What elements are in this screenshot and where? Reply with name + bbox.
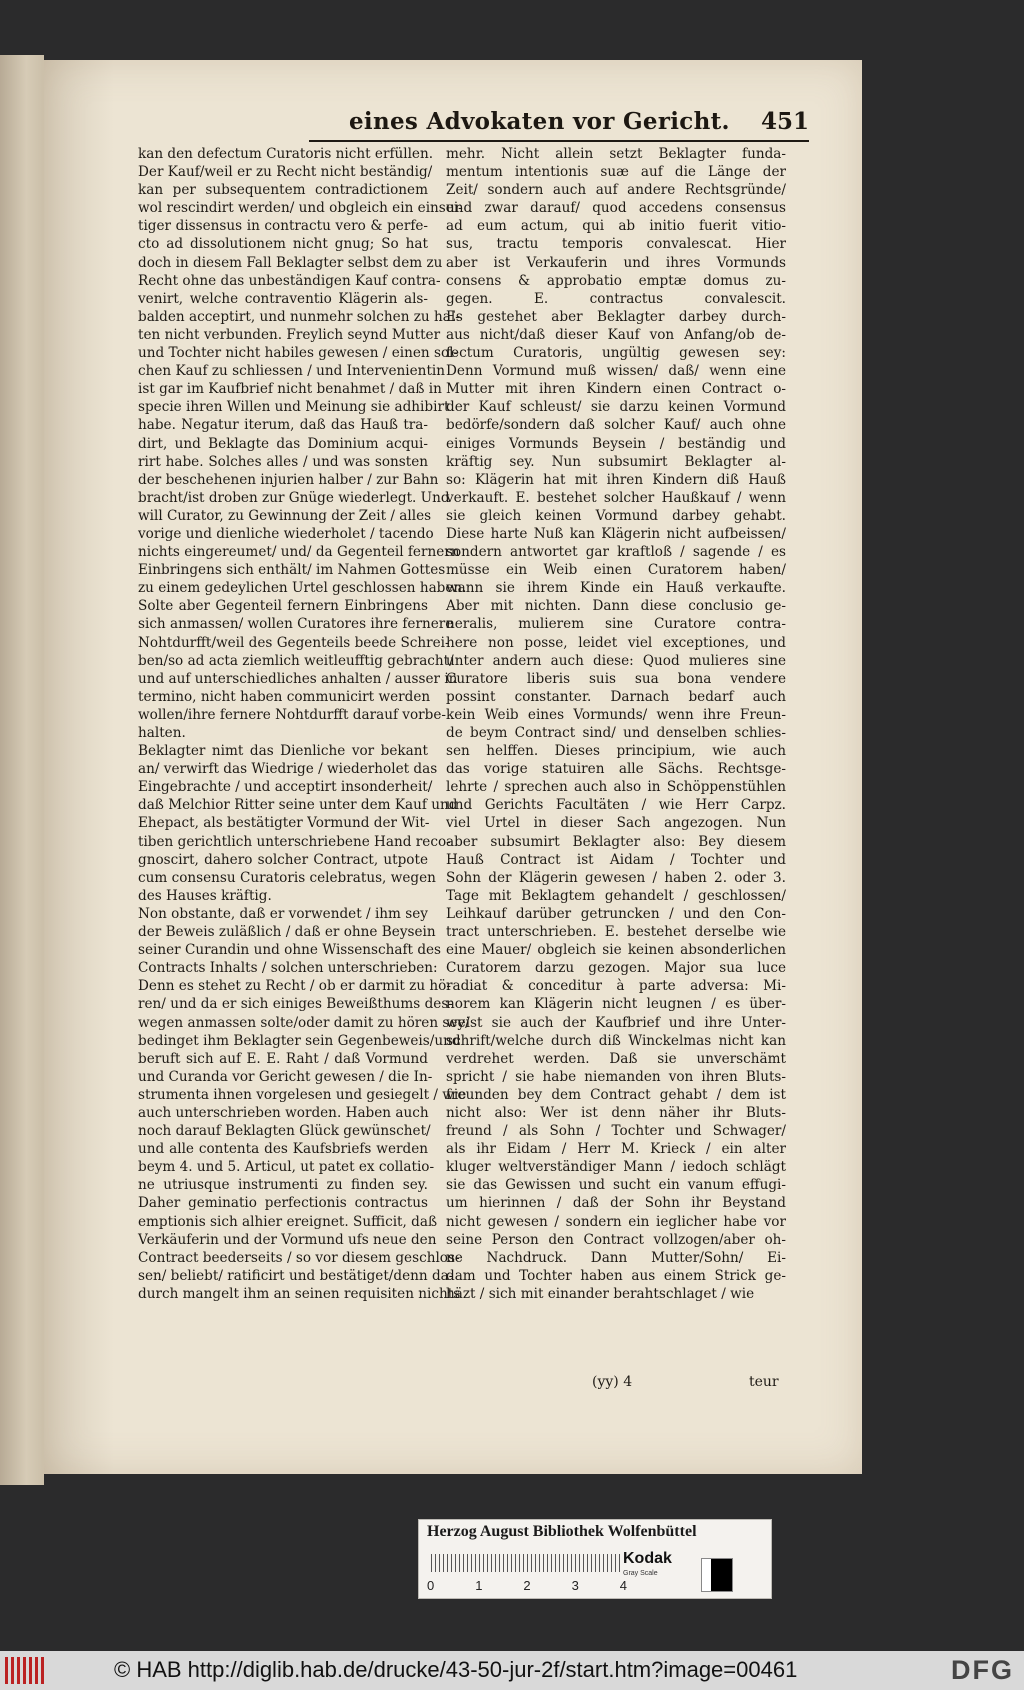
text-line: wol rescindirt werden/ und obgleich ein einsei- [138, 200, 463, 217]
text-line: nicht gewesen / sondern ein ieglicher habe vor [446, 1213, 786, 1230]
text-line: der beschehenen injurien halber / zur Bahn [138, 471, 439, 488]
text-line: noch darauf Beklagten Glück gewünschet/ [138, 1123, 431, 1140]
text-line: wann sie ihrem Kinde ein Hauß verkaufte. [446, 580, 786, 597]
text-line: Eingebrachte / und acceptirt insonderheit/ [138, 779, 433, 796]
ruler-digit: 1 [475, 1578, 483, 1593]
text-column-right [446, 145, 786, 1303]
text-line: Denn Vormund muß wissen/ daß/ wenn eine [446, 363, 786, 380]
text-line: und Gerichts Facultäten / wie Herr Carpz. [446, 797, 786, 814]
text-line: specie ihren Willen und Meinung sie adhibirt [138, 399, 450, 416]
text-line: um hierinnen / daß der Sohn ihr Beystand [446, 1195, 786, 1212]
copyright-link[interactable]: © HAB http://diglib.hab.de/drucke/43-50-jur-2f/start.htm?image=00461 [114, 1657, 798, 1682]
text-line: viel Urtel in dieser Sach angezogen. Nun [446, 815, 786, 832]
text-line: daß Melchior Ritter seine unter dem Kauf und [138, 797, 458, 814]
text-line: Aber mit nichten. Dann diese conclusio ge- [446, 598, 786, 615]
text-line: nichts eingereumet/ und/ da Gegenteil fernern [138, 544, 460, 561]
text-line: possint constanter. Darnach bedarf auch [446, 688, 786, 705]
text-line: Recht ohne das unbeständigen Kauf contra- [138, 272, 441, 289]
text-line: spricht / sie habe niemanden von ihren Bluts- [446, 1068, 786, 1085]
text-line: fectum Curatoris, ungültig gewesen sey: [446, 345, 786, 362]
text-line: einiges Vormunds Beysein / beständig und [446, 435, 786, 452]
text-line: verdrehet werden. Daß sie unverschämt [446, 1050, 786, 1067]
text-line: beruft sich auf E. E. Raht / daß Vormund [138, 1050, 428, 1067]
text-line: ren/ und da er sich einiges Beweißthums des- [138, 996, 453, 1013]
text-line: aber subsumirt Beklagter also: Bey diesem [446, 833, 786, 850]
text-line: tiger dissensus in contractu vero & perfe- [138, 218, 428, 235]
text-line: und Tochter nicht habiles gewesen / einen sol- [138, 345, 459, 362]
text-line: sondern antwortet gar kraftloß / sagende / es [446, 544, 786, 561]
text-line: Es gestehet aber Beklagter darbey durch- [446, 308, 786, 325]
text-line: aber ist Verkauferin und ihres Vormunds [446, 254, 786, 271]
ruler-digit: 4 [619, 1578, 627, 1593]
hab-logo-icon [5, 1657, 45, 1684]
text-line: kein Weib eines Vormunds/ wenn ihre Freun- [446, 706, 786, 723]
text-line: an/ verwirft das Wiedrige / wiederholet das [138, 761, 438, 778]
text-line: schrift/welche durch diß Winckelmas nicht kan [446, 1032, 786, 1049]
text-line: Nohtdurfft/weil des Gegenteils beede Schrei- [138, 634, 450, 651]
running-head [309, 106, 809, 142]
text-line: Zeit/ sondern auch auf andere Rechtsgründe/ [446, 182, 786, 199]
text-line: unter andern auch diese: Quod mulieres sine [446, 652, 786, 669]
text-line: Diese harte Nuß kan Klägerin nicht aufbeissen/ [446, 525, 786, 542]
text-line: freunden bey dem Contract gehabt / dem ist [446, 1086, 786, 1103]
text-line: norem kan Klägerin nicht leugnen / es über- [446, 996, 786, 1013]
text-line: bracht/ist droben zur Gnüge wiederlegt. Und [138, 489, 450, 506]
text-line: sen helffen. Dieses principium, wie auch [446, 743, 786, 760]
text-line: eine Mauer/ obgleich sie keinen absonderlichen [446, 942, 786, 959]
text-line: dam und Tochter haben aus einem Strick ge- [446, 1267, 786, 1284]
text-line: sie das Gewissen und sucht ein vanum effugi- [446, 1177, 786, 1194]
text-line: dirt, und Beklagte das Dominium acqui- [138, 435, 428, 452]
text-line: vorige und dienliche wiederholet / tacendo [138, 525, 434, 542]
text-line: Der Kauf/weil er zu Recht nicht beständig/ [138, 164, 433, 181]
text-line: ne Nachdruck. Dann Mutter/Sohn/ Ei- [446, 1249, 786, 1266]
text-line: venirt, welche contraventio Klägerin als- [138, 290, 428, 307]
archive-color-card [418, 1519, 772, 1599]
text-line: sen/ beliebt/ ratificirt und bestätiget/denn da- [138, 1267, 454, 1284]
text-line: gegen. E. contractus convalescit. [446, 290, 786, 307]
text-line: müsse ein Weib einen Curatorem haben/ [446, 562, 786, 579]
text-line: durch mangelt ihm an seinen requisiten nichts [138, 1285, 461, 1302]
text-line: kluger weltverständiger Mann / iedoch schlägt [446, 1159, 786, 1176]
text-line: wegen anmassen solte/oder damit zu hören sey/ [138, 1014, 470, 1031]
text-line: tract unterschrieben. E. bestehet derselbe wie [446, 924, 786, 941]
text-line: ne utriusque instrumenti zu finden sey. [138, 1177, 428, 1194]
text-line: chen Kauf zu schliessen / und Intervenientin [138, 363, 446, 380]
book-page [44, 60, 862, 1474]
text-line: auch unterschrieben worden. Haben auch [138, 1104, 429, 1121]
text-line: zu einem gedeylichen Urtel geschlossen haben. [138, 580, 467, 597]
text-line: Sohn der Klägerin gewesen / haben 2. oder 3. [446, 869, 786, 886]
text-line: cum consensu Curatoris celebratus, wegen [138, 869, 436, 886]
text-line: mehr. Nicht allein setzt Beklagter funda- [446, 146, 786, 162]
text-line: Einbringens sich enthält/ im Nahmen Gottes [138, 562, 446, 579]
text-line: termino, nicht haben communicirt werden [138, 688, 431, 705]
text-line: weist sie auch der Kaufbrief und ihre Unter- [446, 1014, 786, 1031]
text-line: so: Klägerin hat mit ihren Kindern diß Hauß [446, 471, 786, 488]
text-line: radiat & conceditur à parte adversa: Mi- [446, 978, 786, 995]
ruler-digits [427, 1578, 627, 1593]
text-line: und auf unterschiedliches anhalten / ausser in [138, 670, 458, 687]
text-line: bedinget ihm Beklagter sein Gegenbeweis/und [138, 1032, 461, 1049]
text-line: strumenta ihnen vorgelesen und gesiegelt / wie [138, 1086, 467, 1103]
text-line: seine Person den Contract vollzogen/aber oh- [446, 1231, 786, 1248]
text-line: Daher geminatio perfectionis contractus [138, 1195, 428, 1212]
text-line: Hauß Contract ist Aidam / Tochter und [446, 851, 786, 868]
text-line: beym 4. und 5. Articul, ut patet ex collatio- [138, 1159, 435, 1176]
text-line: und Curanda vor Gericht gewesen / die In- [138, 1068, 433, 1085]
text-line: emptionis sich alhier ereignet. Sufficit, daß [138, 1213, 438, 1230]
gray-scale-label: Gray Scale [623, 1570, 658, 1577]
text-line: Curatore liberis suis sua bona vendere [446, 670, 786, 687]
text-line: Non obstante, daß er vorwendet / ihm sey [138, 905, 428, 922]
text-line: balden acceptirt, und nunmehr solchen zu hal- [138, 308, 460, 325]
ruler-digit: 2 [523, 1578, 531, 1593]
text-line: kräftig sey. Nun subsumirt Beklagter al- [446, 453, 786, 470]
text-line: Denn es stehet zu Recht / ob er darmit zu hö- [138, 978, 451, 995]
text-line: habe. Negatur iterum, daß das Hauß tra- [138, 417, 428, 434]
gray-swatch [701, 1558, 733, 1592]
text-line: nicht also: Wer ist denn näher ihr Bluts- [446, 1104, 786, 1121]
ruler-scale [431, 1554, 621, 1572]
text-line: sus, tractu temporis convalescat. Hier [446, 236, 786, 253]
text-line: sie gleich keinen Vormund darbey gehabt. [446, 507, 786, 524]
ruler-digit: 3 [571, 1578, 579, 1593]
text-line: gnoscirt, dahero solcher Contract, utpote [138, 851, 428, 868]
text-line: Tage mit Beklagtem gehandelt / geschlossen/ [446, 887, 786, 904]
text-line: Solte aber Gegenteil fernern Einbringens [138, 598, 428, 615]
text-line: ist gar im Kaufbrief nicht benahmet / daß in [138, 381, 442, 398]
text-line: tiben gerichtlich unterschriebene Hand reco- [138, 833, 451, 850]
text-line: seiner Curandin und ohne Wissenschaft des [138, 942, 442, 959]
text-line: Mutter mit ihren Kindern einen Contract o- [446, 381, 786, 398]
text-line: bedörfe/sondern daß solcher Kauf/ auch ohne [446, 417, 786, 434]
text-line: mentum intentionis suæ auf die Länge der [446, 164, 786, 181]
text-line: will Curator, zu Gewinnung der Zeit / alles [138, 507, 432, 524]
signature-mark: (yy) 4 [592, 1374, 633, 1390]
text-line: das vorige statuiren alle Sächs. Rechtsge- [446, 761, 786, 778]
text-line: häzt / sich mit einander berahtschlaget / wie [446, 1285, 755, 1302]
text-line: des Hauses kräftig. [138, 887, 272, 904]
library-name: Herzog August Bibliothek Wolfenbüttel [427, 1523, 697, 1540]
viewer-footer [0, 1651, 1024, 1690]
text-line: rirt habe. Solches alles / und was sonsten [138, 453, 428, 470]
text-line: doch in diesem Fall Beklagter selbst dem zu [138, 254, 443, 271]
text-line: freund / als Sohn / Tochter und Schwager/ [446, 1123, 786, 1140]
catchword: teur [749, 1374, 779, 1390]
text-line: ben/so ad acta ziemlich weitleufftig gebracht/ [138, 652, 454, 669]
text-line: sich anmassen/ wollen Curatores ihre fernere [138, 616, 454, 633]
text-line: consens & approbatio emptæ domus zu- [446, 272, 786, 289]
text-line: kan den defectum Curatoris nicht erfüllen. [138, 146, 434, 162]
text-line: ad eum actum, qui ab initio fuerit vitio- [446, 218, 786, 235]
text-line: wollen/ihre fernere Nohtdurfft darauf vorbe- [138, 706, 447, 723]
text-line: und alle contenta des Kaufsbriefs werden [138, 1141, 428, 1158]
page-number: 451 [760, 108, 809, 135]
ruler-digit: 0 [427, 1578, 435, 1593]
text-line: der Beweis zuläßlich / daß er ohne Beysein [138, 924, 436, 941]
kodak-label: Kodak [623, 1550, 672, 1567]
text-line: Leihkauf darüber getruncken / und den Con- [446, 905, 786, 922]
text-line: halten. [138, 725, 186, 741]
text-line: der Kauf schleust/ sie darzu keinen Vormund [446, 399, 786, 416]
text-line: Contract beederseits / so vor diesem geschlos- [138, 1249, 460, 1266]
text-line: Curatorem darzu gezogen. Major sua luce [446, 960, 786, 977]
text-line: aus nicht/daß dieser Kauf von Anfang/ob de- [446, 326, 786, 343]
text-line: als ihr Eidam / Herr M. Krieck / ein alter [446, 1141, 786, 1158]
text-line: Contracts Inhalts / solchen unterschrieben: [138, 960, 438, 977]
text-line: cto ad dissolutionem nicht gnug; So hat [138, 236, 428, 253]
text-line: de beym Contract sind/ und denselben schlies- [446, 725, 786, 741]
running-title: eines Advokaten vor Gericht. [349, 108, 730, 135]
dfg-logo: DFG [951, 1655, 1014, 1685]
text-line: neralis, mulierem sine Curatore contra- [446, 616, 786, 633]
text-line: und zwar darauf/ quod accedens consensus [446, 200, 786, 217]
text-line: Verkäuferin und der Vormund ufs neue den [138, 1231, 437, 1248]
previous-page-edge [0, 55, 44, 1485]
text-line: here non posse, leidet viel exceptiones, und [446, 634, 786, 651]
text-line: Beklagter nimt das Dienliche vor bekant [138, 743, 428, 760]
text-line: Ehepact, als bestätigter Vormund der Wit- [138, 815, 430, 832]
text-line: kan per subsequentem contradictionem [138, 182, 428, 199]
text-column-left [138, 145, 470, 1303]
text-line: ten nicht verbunden. Freylich seynd Mutter [138, 326, 441, 343]
text-line: verkauft. E. bestehet solcher Haußkauf / wenn [446, 489, 786, 506]
text-line: lehrte / sprechen auch also in Schöppenstühlen [446, 779, 786, 796]
